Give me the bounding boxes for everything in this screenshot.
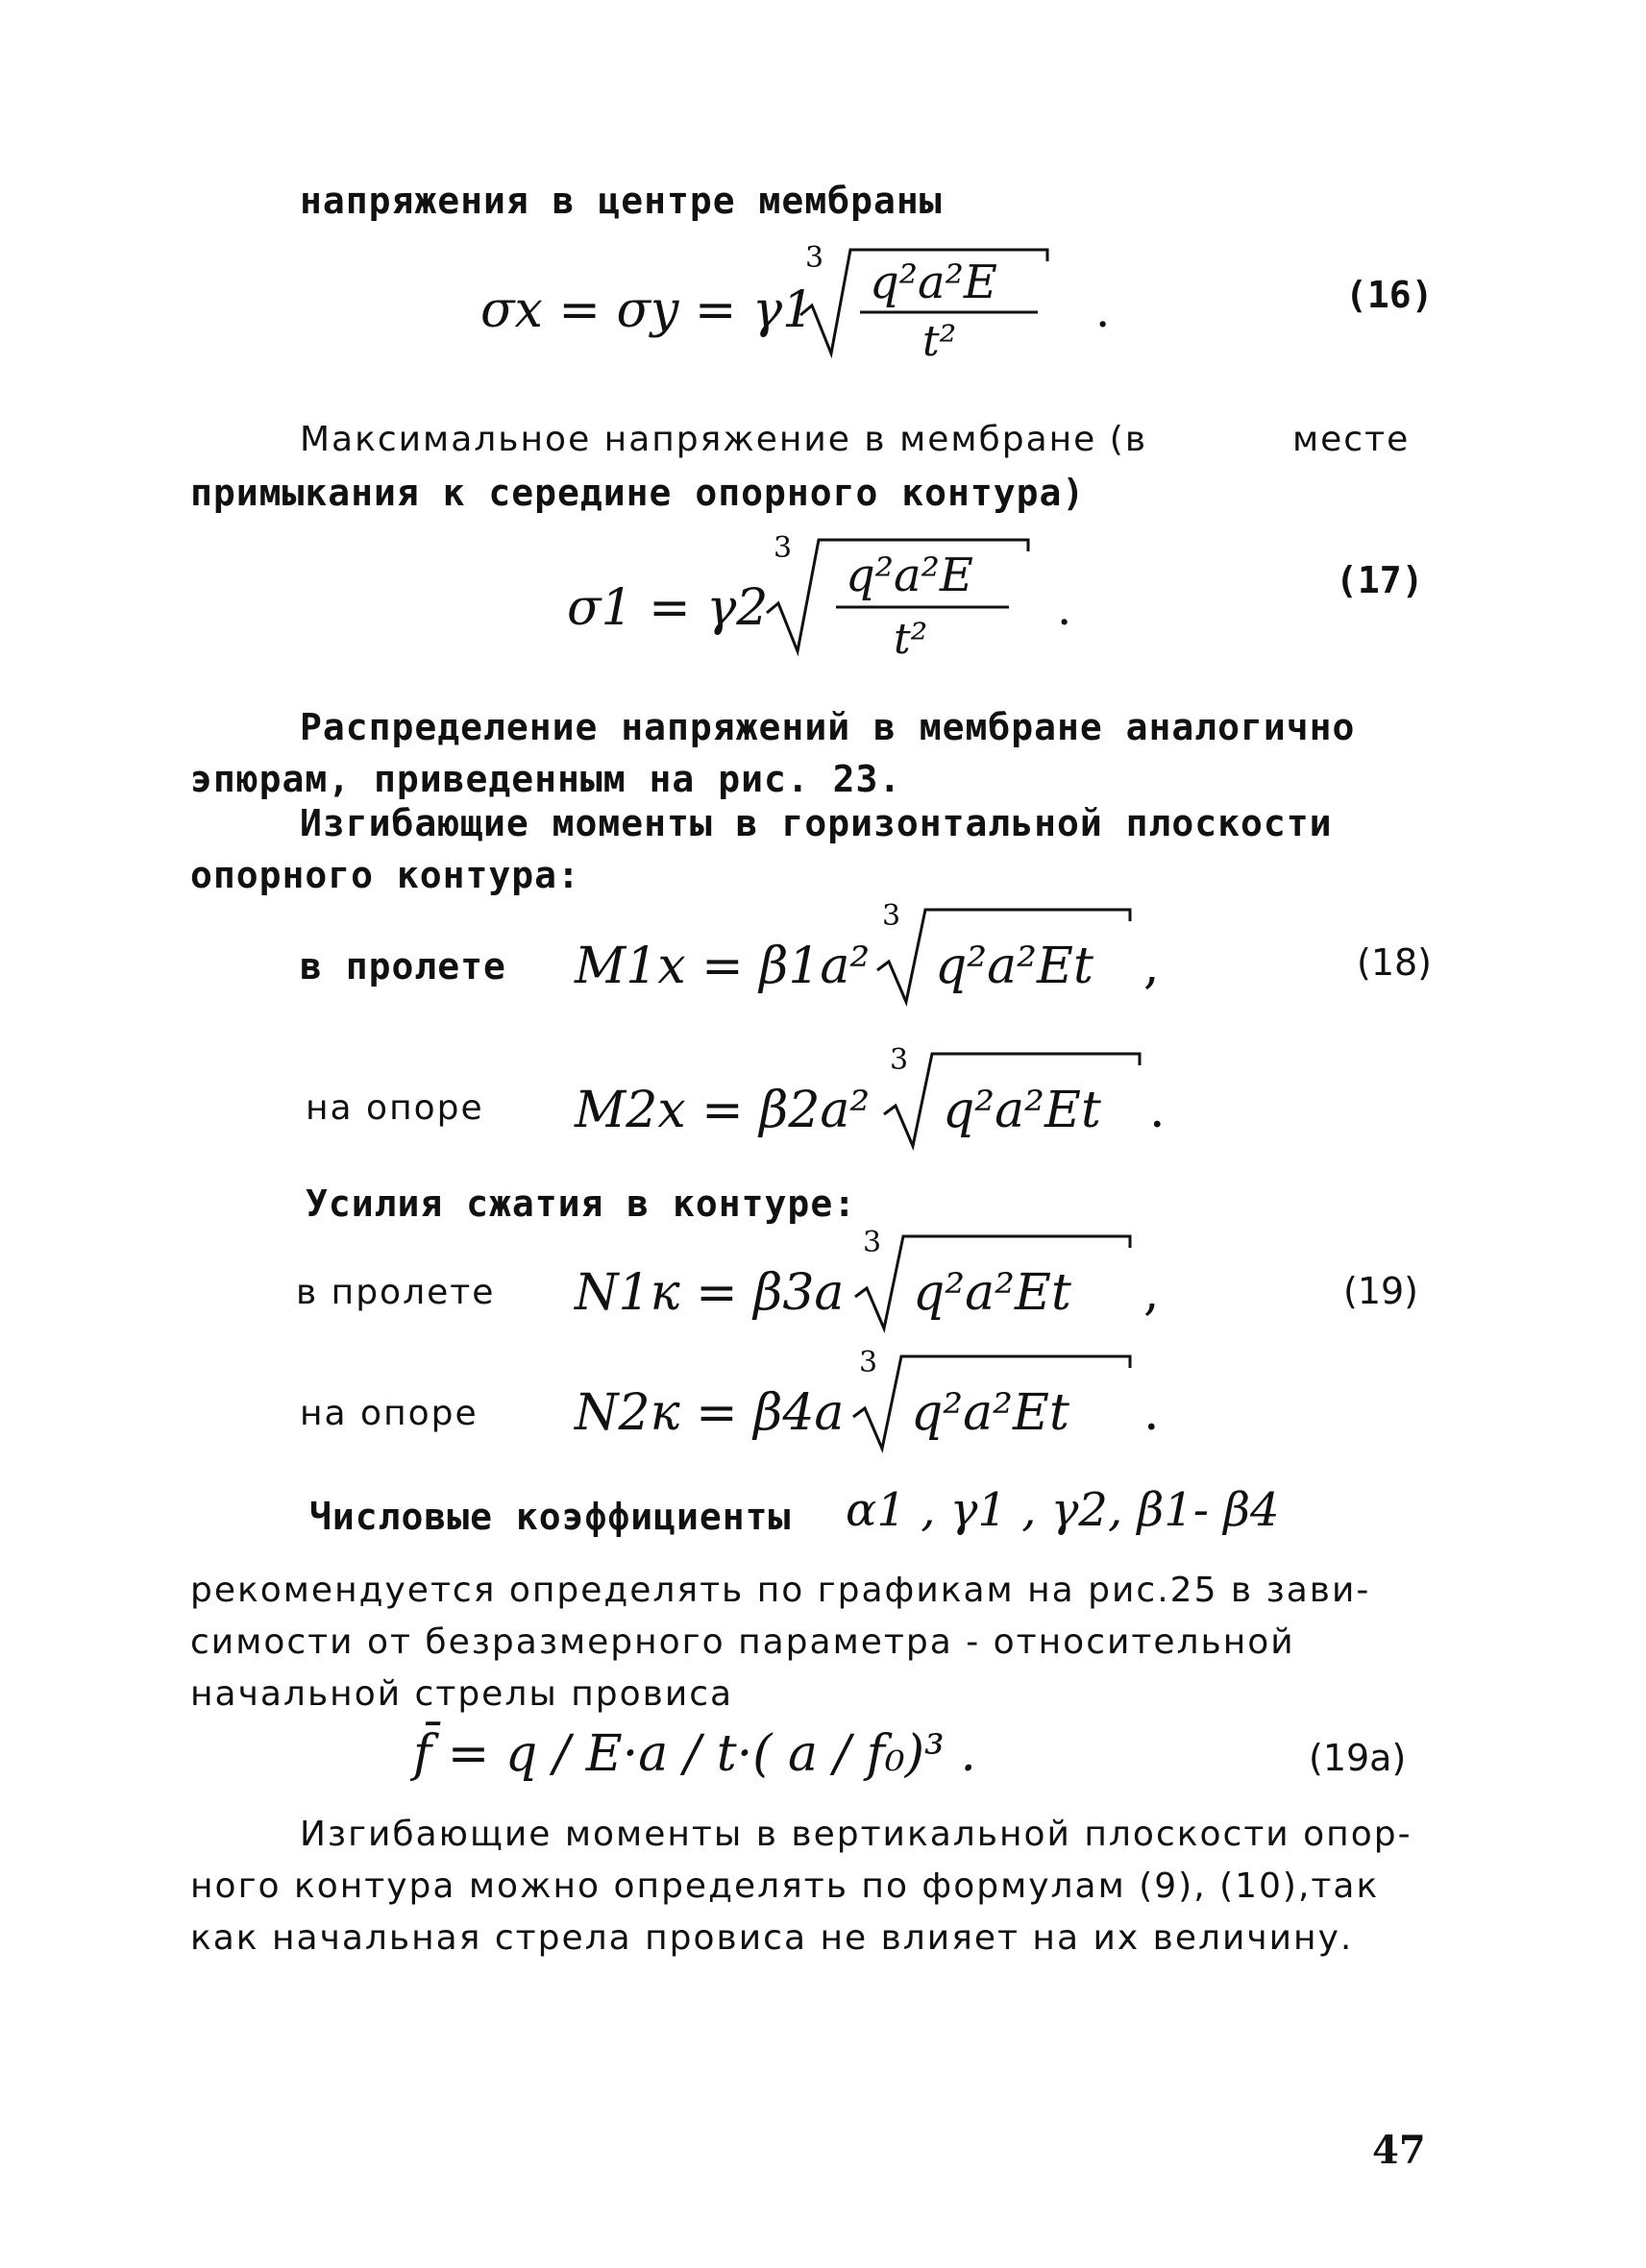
equation-number-19a: (19a) [1309, 1737, 1407, 1779]
text-line: как начальная стрела провиса не влияет на их величину. [190, 1918, 1354, 1958]
text-line: напряжения в центре мембраны [300, 180, 943, 222]
text-line: Числовые коэффициенты [309, 1496, 792, 1538]
equation-18a [575, 898, 1190, 1013]
text-line: рекомендуется определять по графикам на рис.25 в зави- [190, 1571, 1371, 1610]
text-line: Усилия сжатия в контуре: [306, 1183, 857, 1225]
eq16-numerator: q²a²E [870, 256, 997, 309]
equation-number-19: (19) [1343, 1270, 1419, 1312]
text-line: ного контура можно определять по формулам (9), (10),так [190, 1866, 1380, 1906]
text-line: Изгибающие моменты в вертикальной плоскости опор- [300, 1815, 1413, 1854]
equation-number-17: (17) [1336, 559, 1424, 601]
eq19b-radicand: q²a²Et [911, 1384, 1069, 1442]
equation-19a [575, 1225, 1190, 1340]
text-line: симости от безразмерного параметра - относительной [190, 1622, 1295, 1662]
eq17-denominator: t² [894, 615, 928, 664]
eq17-lhs: σ1 = γ2 [567, 579, 769, 637]
formula-label: в пролете [300, 945, 506, 988]
eq19a-root-index: 3 [863, 1226, 882, 1259]
text-line: начальной стрелы провиса [190, 1674, 734, 1714]
eq19b-tail: . [1143, 1384, 1160, 1442]
equation-17 [567, 519, 1105, 663]
equation-number-16: (16) [1345, 274, 1434, 316]
eq16-root-index: 3 [805, 241, 824, 275]
eq18b-tail: . [1149, 1082, 1166, 1139]
eq18a-tail: , [1143, 938, 1160, 995]
equation-number-18: (18) [1357, 941, 1433, 984]
eq19b-root-index: 3 [859, 1346, 878, 1379]
equation-19a-param: f̄ = q / E·a / t·( a / f₀)³ . [413, 1725, 976, 1783]
eq16-lhs: σx = σy = γ1 [480, 281, 815, 339]
eq17-root-index: 3 [774, 531, 793, 565]
eq16-denominator: t² [922, 317, 957, 366]
text-line: месте [1292, 420, 1411, 459]
formula-label: на опоре [300, 1394, 479, 1433]
equation-16 [480, 231, 1153, 365]
text-line: Изгибающие моменты в горизонтальной плоскости [300, 802, 1333, 844]
equation-18b [575, 1042, 1190, 1158]
eq18a-lhs: M1x = β1a² [575, 938, 871, 995]
eq19a-tail: , [1143, 1264, 1160, 1322]
eq17-tail: . [1057, 582, 1072, 636]
text-line: Максимальное напряжение в мембране (в [300, 420, 1148, 459]
page-number: 47 [1372, 2128, 1426, 2173]
eq19a-lhs: N1к = β3a [575, 1264, 845, 1322]
eq18a-root-index: 3 [882, 899, 901, 933]
eq19a-radicand: q²a²Et [913, 1264, 1071, 1322]
formula-label: в пролете [296, 1273, 496, 1312]
eq18b-radicand: q²a²Et [943, 1082, 1101, 1139]
text-line: эпюрам, приведенным на рис. 23. [190, 758, 902, 800]
eq18b-root-index: 3 [890, 1043, 909, 1077]
eq18b-lhs: M2x = β2a² [575, 1082, 871, 1139]
text-line: примыкания к середине опорного контура) [190, 472, 1086, 514]
text-line: Распределение напряжений в мембране аналогично [300, 706, 1356, 748]
equation-19b [575, 1345, 1190, 1460]
coefficient-list: α1 , γ1 , γ2, β1- β4 [846, 1483, 1280, 1537]
formula-label: на опоре [306, 1088, 484, 1128]
eq17-numerator: q²a²E [846, 549, 973, 602]
eq19b-lhs: N2к = β4a [575, 1384, 845, 1442]
text-line: опорного контура: [190, 854, 580, 896]
eq16-tail: . [1095, 284, 1111, 338]
eq18a-radicand: q²a²Et [935, 938, 1093, 995]
